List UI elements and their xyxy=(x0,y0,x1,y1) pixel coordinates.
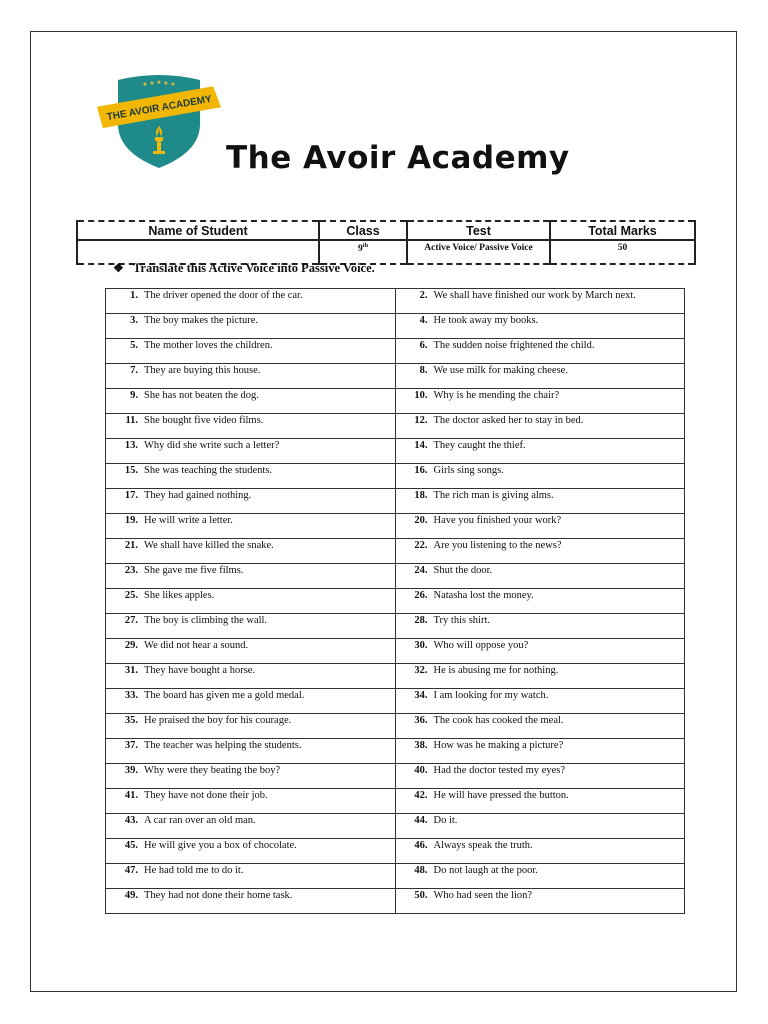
question-text: They had gained nothing. xyxy=(144,490,252,501)
question-item xyxy=(106,439,395,451)
question-item xyxy=(106,764,395,776)
table-row xyxy=(106,639,685,664)
question-item xyxy=(106,364,395,376)
question-number: 14. xyxy=(414,440,428,451)
question-item xyxy=(396,864,685,876)
question-item xyxy=(396,289,685,301)
question-cell xyxy=(395,714,685,739)
student-info-table xyxy=(76,220,696,265)
question-item xyxy=(106,889,395,901)
question-number: 38. xyxy=(414,740,428,751)
question-item xyxy=(106,839,395,851)
question-item xyxy=(396,539,685,551)
question-cell xyxy=(106,864,396,889)
instruction-text: Translate this Active Voice into Passive Voice. xyxy=(133,261,375,275)
question-text: Why were they beating the boy? xyxy=(144,765,281,776)
question-text: They have bought a horse. xyxy=(144,665,256,676)
question-item xyxy=(106,464,395,476)
question-cell xyxy=(395,689,685,714)
logo-ribbon-text: THE AVOIR ACADEMY xyxy=(105,93,213,124)
question-number: 10. xyxy=(414,390,428,401)
question-item xyxy=(106,664,395,676)
question-number: 47. xyxy=(124,865,138,876)
question-number: 29. xyxy=(124,640,138,651)
question-item xyxy=(396,564,685,576)
question-number: 11. xyxy=(125,415,138,426)
question-item xyxy=(396,789,685,801)
question-text: He will have pressed the button. xyxy=(433,790,569,801)
question-text: Had the doctor tested my eyes? xyxy=(433,765,565,776)
question-number: 18. xyxy=(414,490,428,501)
question-text: They caught the thief. xyxy=(433,440,526,451)
question-number: 2. xyxy=(419,290,428,301)
question-text: He is abusing me for nothing. xyxy=(433,665,559,676)
question-number: 23. xyxy=(124,565,138,576)
question-item xyxy=(106,289,395,301)
question-number: 42. xyxy=(414,790,428,801)
question-text: She was teaching the students. xyxy=(144,465,273,476)
question-cell xyxy=(106,814,396,839)
question-number: 5. xyxy=(130,340,138,351)
table-row xyxy=(106,839,685,864)
question-cell xyxy=(395,739,685,764)
question-item xyxy=(106,814,395,826)
question-item xyxy=(396,414,685,426)
question-text: The board has given me a gold medal. xyxy=(144,690,305,701)
question-cell xyxy=(395,514,685,539)
question-cell xyxy=(106,764,396,789)
header-class: Class xyxy=(319,221,407,240)
question-number: 31. xyxy=(124,665,138,676)
question-item xyxy=(396,614,685,626)
question-cell xyxy=(395,389,685,414)
question-cell xyxy=(106,464,396,489)
question-text: I am looking for my watch. xyxy=(433,690,549,701)
question-text: Do not laugh at the poor. xyxy=(433,865,538,876)
question-item xyxy=(106,489,395,501)
table-row xyxy=(106,464,685,489)
question-cell xyxy=(395,539,685,564)
question-item xyxy=(396,489,685,501)
question-number: 48. xyxy=(414,865,428,876)
header-name-of-student: Name of Student xyxy=(77,221,319,240)
table-row xyxy=(106,739,685,764)
question-number: 28. xyxy=(414,615,428,626)
header-total-marks: Total Marks xyxy=(550,221,695,240)
marks-value: 50 xyxy=(550,240,695,264)
question-item xyxy=(106,314,395,326)
table-row xyxy=(106,539,685,564)
academy-logo xyxy=(96,74,222,170)
question-cell xyxy=(395,864,685,889)
question-number: 25. xyxy=(124,590,138,601)
question-text: The driver opened the door of the car. xyxy=(144,290,303,301)
question-item xyxy=(396,689,685,701)
question-cell xyxy=(106,314,396,339)
question-item xyxy=(106,589,395,601)
question-cell xyxy=(106,414,396,439)
table-row xyxy=(106,889,685,914)
question-number: 49. xyxy=(124,890,138,901)
question-text: He took away my books. xyxy=(433,315,539,326)
table-row xyxy=(106,614,685,639)
class-suffix: th xyxy=(362,243,369,249)
table-row xyxy=(106,339,685,364)
table-row xyxy=(106,414,685,439)
question-number: 41. xyxy=(124,790,138,801)
question-item xyxy=(106,614,395,626)
question-number: 35. xyxy=(124,715,138,726)
question-text: They have not done their job. xyxy=(144,790,268,801)
question-cell xyxy=(106,789,396,814)
question-text: The doctor asked her to stay in bed. xyxy=(433,415,584,426)
question-cell xyxy=(395,364,685,389)
question-cell xyxy=(395,589,685,614)
question-text: The mother loves the children. xyxy=(144,340,273,351)
question-text: Shut the door. xyxy=(433,565,493,576)
question-item xyxy=(396,739,685,751)
question-text: She likes apples. xyxy=(144,590,215,601)
question-item xyxy=(396,839,685,851)
question-text: The rich man is giving alms. xyxy=(433,490,554,501)
table-row xyxy=(106,564,685,589)
question-text: She gave me five films. xyxy=(144,565,244,576)
question-cell xyxy=(106,589,396,614)
questions-table xyxy=(105,288,685,914)
table-row xyxy=(106,289,685,314)
question-number: 26. xyxy=(414,590,428,601)
question-text: Who will oppose you? xyxy=(433,640,529,651)
question-number: 19. xyxy=(124,515,138,526)
question-cell xyxy=(106,664,396,689)
question-text: They are buying this house. xyxy=(144,365,261,376)
question-text: The sudden noise frightened the child. xyxy=(433,340,595,351)
question-item xyxy=(396,339,685,351)
question-item xyxy=(106,339,395,351)
question-cell xyxy=(106,514,396,539)
diamond-bullet-icon: ❖ xyxy=(113,261,124,275)
question-number: 17. xyxy=(124,490,138,501)
question-cell xyxy=(395,489,685,514)
question-number: 7. xyxy=(130,365,138,376)
table-row xyxy=(106,364,685,389)
question-text: How was he making a picture? xyxy=(433,740,564,751)
question-text: The boy is climbing the wall. xyxy=(144,615,268,626)
question-text: Girls sing songs. xyxy=(433,465,504,476)
question-item xyxy=(396,589,685,601)
question-number: 34. xyxy=(414,690,428,701)
question-number: 8. xyxy=(419,365,428,376)
svg-text:★: ★ xyxy=(163,80,169,87)
table-row xyxy=(106,514,685,539)
question-item xyxy=(106,564,395,576)
question-cell xyxy=(395,789,685,814)
question-text: We did not hear a sound. xyxy=(144,640,249,651)
question-number: 3. xyxy=(130,315,138,326)
question-text: Why is he mending the chair? xyxy=(433,390,560,401)
question-item xyxy=(396,314,685,326)
question-cell xyxy=(395,289,685,314)
question-cell xyxy=(395,314,685,339)
question-text: We use milk for making cheese. xyxy=(433,365,568,376)
question-item xyxy=(106,689,395,701)
question-text: Have you finished your work? xyxy=(433,515,562,526)
question-cell xyxy=(106,564,396,589)
question-item xyxy=(396,889,685,901)
question-number: 30. xyxy=(414,640,428,651)
question-text: The cook has cooked the meal. xyxy=(433,715,564,726)
question-cell xyxy=(395,464,685,489)
question-text: She bought five video films. xyxy=(144,415,264,426)
question-item xyxy=(106,389,395,401)
question-item xyxy=(106,539,395,551)
question-text: Do it. xyxy=(433,815,458,826)
question-cell xyxy=(395,814,685,839)
table-row xyxy=(106,589,685,614)
question-number: 12. xyxy=(414,415,428,426)
question-text: A car ran over an old man. xyxy=(144,815,256,826)
question-number: 1. xyxy=(130,290,138,301)
question-cell xyxy=(395,889,685,914)
table-row xyxy=(106,664,685,689)
question-cell xyxy=(106,539,396,564)
table-row xyxy=(106,439,685,464)
question-text: Always speak the truth. xyxy=(433,840,533,851)
question-cell xyxy=(395,414,685,439)
question-number: 43. xyxy=(124,815,138,826)
table-row xyxy=(106,864,685,889)
table-row xyxy=(106,814,685,839)
question-cell xyxy=(106,389,396,414)
page-title: The Avoir Academy xyxy=(226,140,570,176)
test-value: Active Voice/ Passive Voice xyxy=(407,240,550,264)
svg-text:★: ★ xyxy=(156,79,162,86)
question-number: 45. xyxy=(124,840,138,851)
question-number: 16. xyxy=(414,465,428,476)
question-item xyxy=(106,714,395,726)
question-cell xyxy=(106,689,396,714)
question-cell xyxy=(106,614,396,639)
question-item xyxy=(396,364,685,376)
question-number: 50. xyxy=(414,890,428,901)
question-number: 40. xyxy=(414,765,428,776)
question-cell xyxy=(106,364,396,389)
question-item xyxy=(106,639,395,651)
question-cell xyxy=(395,339,685,364)
question-cell xyxy=(395,639,685,664)
question-text: The teacher was helping the students. xyxy=(144,740,302,751)
question-text: He will give you a box of chocolate. xyxy=(144,840,297,851)
question-cell xyxy=(106,639,396,664)
question-item xyxy=(396,514,685,526)
question-text: He praised the boy for his courage. xyxy=(144,715,292,726)
question-number: 27. xyxy=(124,615,138,626)
question-cell xyxy=(395,664,685,689)
question-item xyxy=(396,639,685,651)
question-cell xyxy=(106,889,396,914)
question-item xyxy=(106,739,395,751)
question-number: 44. xyxy=(414,815,428,826)
question-item xyxy=(396,439,685,451)
question-text: We shall have killed the snake. xyxy=(144,540,274,551)
question-cell xyxy=(395,439,685,464)
question-number: 24. xyxy=(414,565,428,576)
question-cell xyxy=(106,739,396,764)
question-item xyxy=(396,464,685,476)
question-item xyxy=(106,514,395,526)
question-number: 6. xyxy=(419,340,428,351)
question-number: 13. xyxy=(124,440,138,451)
question-item xyxy=(396,389,685,401)
table-row xyxy=(106,789,685,814)
question-cell xyxy=(395,614,685,639)
header-test: Test xyxy=(407,221,550,240)
table-row xyxy=(106,714,685,739)
question-text: He will write a letter. xyxy=(144,515,233,526)
question-number: 46. xyxy=(414,840,428,851)
question-cell xyxy=(106,439,396,464)
question-cell xyxy=(395,839,685,864)
question-text: Why did she write such a letter? xyxy=(144,440,280,451)
question-number: 32. xyxy=(414,665,428,676)
question-item xyxy=(106,864,395,876)
question-text: Are you listening to the news? xyxy=(433,540,562,551)
table-row xyxy=(106,489,685,514)
question-number: 22. xyxy=(414,540,428,551)
table-row xyxy=(106,689,685,714)
table-row xyxy=(106,314,685,339)
question-cell xyxy=(395,564,685,589)
svg-text:★: ★ xyxy=(142,81,148,88)
question-cell xyxy=(395,764,685,789)
question-text: She has not beaten the dog. xyxy=(144,390,259,401)
question-number: 36. xyxy=(414,715,428,726)
question-item xyxy=(106,789,395,801)
svg-text:★: ★ xyxy=(170,81,176,88)
question-text: We shall have finished our work by March next. xyxy=(433,290,636,301)
question-number: 9. xyxy=(130,390,138,401)
question-number: 37. xyxy=(124,740,138,751)
question-text: Natasha lost the money. xyxy=(433,590,534,601)
question-item xyxy=(396,814,685,826)
question-cell xyxy=(106,289,396,314)
svg-text:★: ★ xyxy=(149,80,155,87)
class-number: 9 xyxy=(357,244,363,255)
instruction xyxy=(113,261,375,276)
question-number: 39. xyxy=(124,765,138,776)
question-item xyxy=(106,414,395,426)
question-cell xyxy=(106,839,396,864)
question-number: 4. xyxy=(419,315,428,326)
question-cell xyxy=(106,339,396,364)
question-cell xyxy=(106,714,396,739)
question-cell xyxy=(106,489,396,514)
table-row xyxy=(106,764,685,789)
question-text: The boy makes the picture. xyxy=(144,315,259,326)
question-text: He had told me to do it. xyxy=(144,865,244,876)
question-item xyxy=(396,764,685,776)
table-row xyxy=(106,389,685,414)
question-text: They had not done their home task. xyxy=(144,890,293,901)
question-item xyxy=(396,664,685,676)
question-number: 21. xyxy=(124,540,138,551)
question-number: 15. xyxy=(124,465,138,476)
question-text: Who had seen the lion? xyxy=(433,890,533,901)
question-text: Try this shirt. xyxy=(433,615,491,626)
question-number: 33. xyxy=(124,690,138,701)
question-number: 20. xyxy=(414,515,428,526)
question-item xyxy=(396,714,685,726)
